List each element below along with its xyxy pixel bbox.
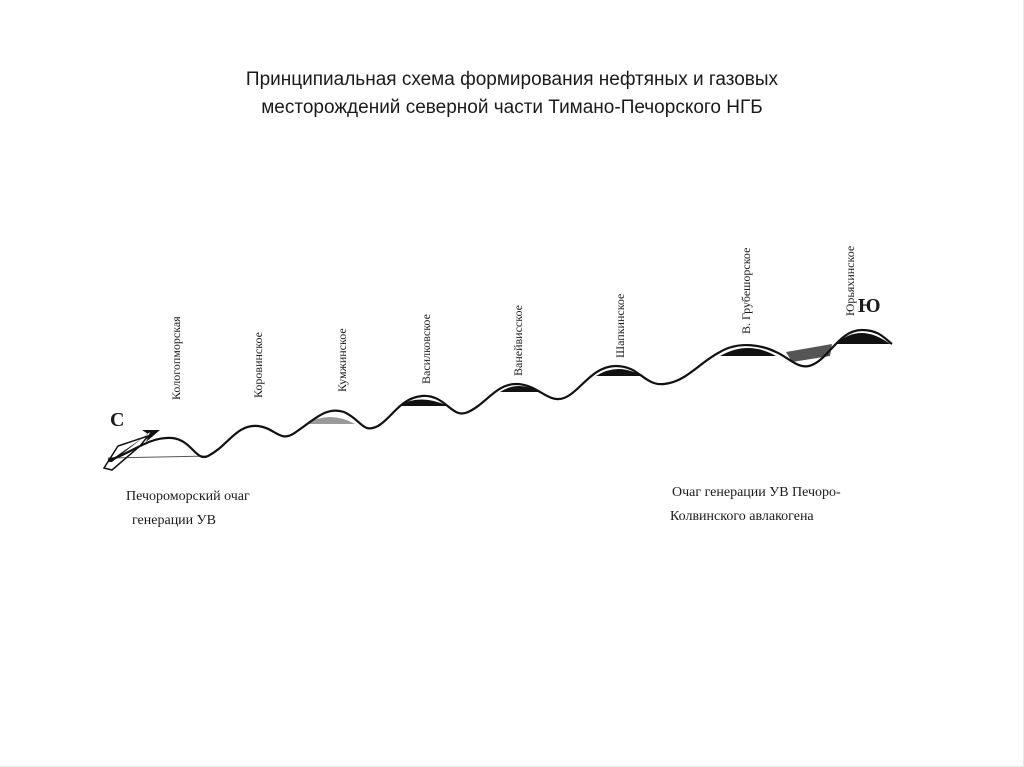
field-label-shapkinskoe: Шапкинское bbox=[613, 293, 627, 358]
field-label-vasilkovskoe: Василковское bbox=[419, 314, 433, 384]
title-line-1: Принципиальная схема формирования нефтяных и газовых bbox=[245, 69, 779, 90]
field-label-kologopmorskaya: Кологопморская bbox=[169, 316, 183, 400]
field-label-yuryakhinskoe: Юрьяхинское bbox=[843, 245, 857, 316]
source-south-line-2: Колвинского авлакогена bbox=[670, 509, 814, 524]
field-label-kumzhinskoe: Кумжинское bbox=[335, 328, 349, 392]
field-label-korovinskoe: Коровинское bbox=[251, 332, 265, 398]
structural-surface-line bbox=[108, 330, 892, 460]
field-label-v-grubeshorskoe: В. Грубешорское bbox=[739, 247, 753, 334]
reservoir-horizon-line bbox=[108, 456, 210, 458]
source-north-line-2: генерации УВ bbox=[132, 513, 216, 528]
source-south-line-1: Очаг генерации УВ Печоро- bbox=[672, 485, 841, 500]
direction-north-label: С bbox=[110, 409, 125, 431]
field-label-vaneyvisskoe: Ванейвисское bbox=[511, 305, 525, 376]
direction-south-label: Ю bbox=[858, 295, 881, 317]
source-north-line-1: Печороморский очаг bbox=[126, 489, 250, 504]
title-line-2: месторождений северной части Тимано-Печорского НГБ bbox=[261, 97, 763, 118]
accumulation-between-fields bbox=[786, 344, 832, 362]
